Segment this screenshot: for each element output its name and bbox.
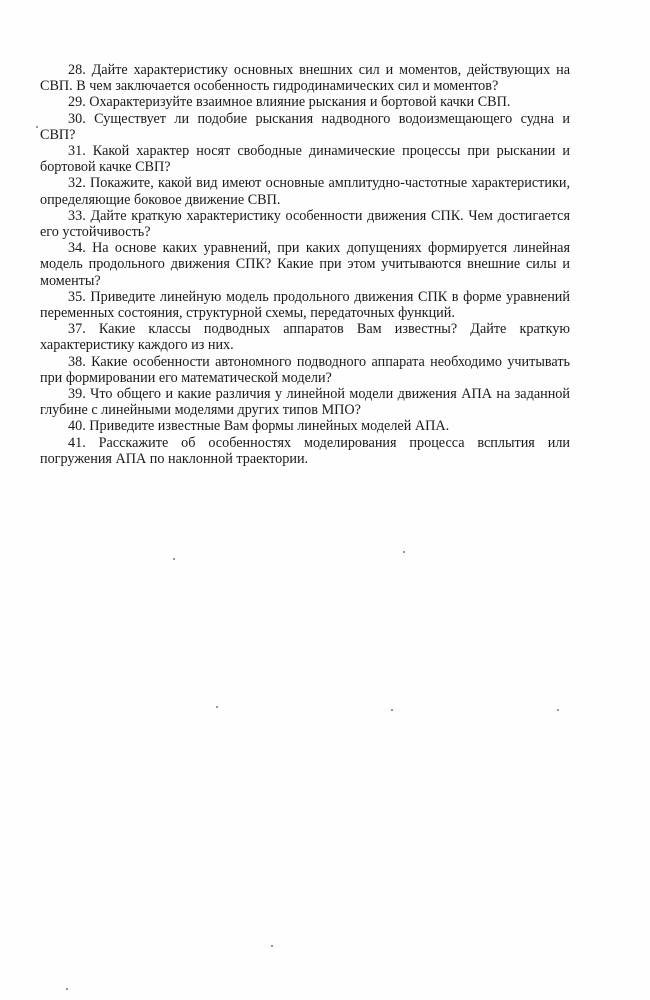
question-40: 40. Приведите известные Вам формы линейных моделей АПА. [68, 418, 450, 435]
scan-speck [271, 945, 273, 947]
question-31: 31. Какой характер носят свободные динамические процессы при рыскании и бортовой качке СВП? [40, 143, 570, 176]
scan-speck [216, 706, 218, 708]
scan-speck [403, 551, 405, 553]
scan-speck [173, 558, 175, 560]
question-29: 29. Охарактеризуйте взаимное влияние рыскания и бортовой качки СВП. [68, 94, 511, 111]
scan-speck [36, 126, 38, 128]
question-41: 41. Расскажите об особенностях моделирования процесса всплытия или погружения АПА по наклонной траектории. [40, 434, 570, 467]
question-32: 32. Покажите, какой вид имеют основные амплитудно-частотные характеристики, определяющие боковое движение СВП. [40, 175, 570, 208]
question-33: 33. Дайте краткую характеристику особенности движения СПК. Чем достигается его устойчивость? [40, 207, 570, 241]
scan-speck [391, 709, 393, 711]
question-28: 28. Дайте характеристику основных внешних сил и моментов, действующих на СВП. В чем заключается особенность гидродинамических сил и моментов? [40, 62, 570, 95]
question-39: 39. Что общего и какие различия у линейной модели движения АПА на заданной глубине с линейными моделями других типов МПО? [40, 386, 570, 419]
question-38: 38. Какие особенности автономного подводного аппарата необходимо учитывать при формировании его математической модели? [40, 353, 570, 386]
question-37: 37. Какие классы подводных аппаратов Вам известны? Дайте краткую характеристику каждого из них. [40, 321, 570, 354]
question-list [40, 62, 570, 467]
scan-speck [66, 988, 68, 990]
question-30: 30. Существует ли подобие рыскания надводного водоизмещающего судна и СВП? [40, 110, 570, 143]
question-35: 35. Приведите линейную модель продольного движения СПК в форме уравнений переменных состояния, структурной схемы, передаточных функций. [40, 288, 570, 322]
question-34: 34. На основе каких уравнений, при каких допущениях формируется линейная модель продольного движения СПК? Какие при этом учитываются внешние силы и моменты? [40, 240, 570, 289]
scan-speck [557, 709, 559, 711]
